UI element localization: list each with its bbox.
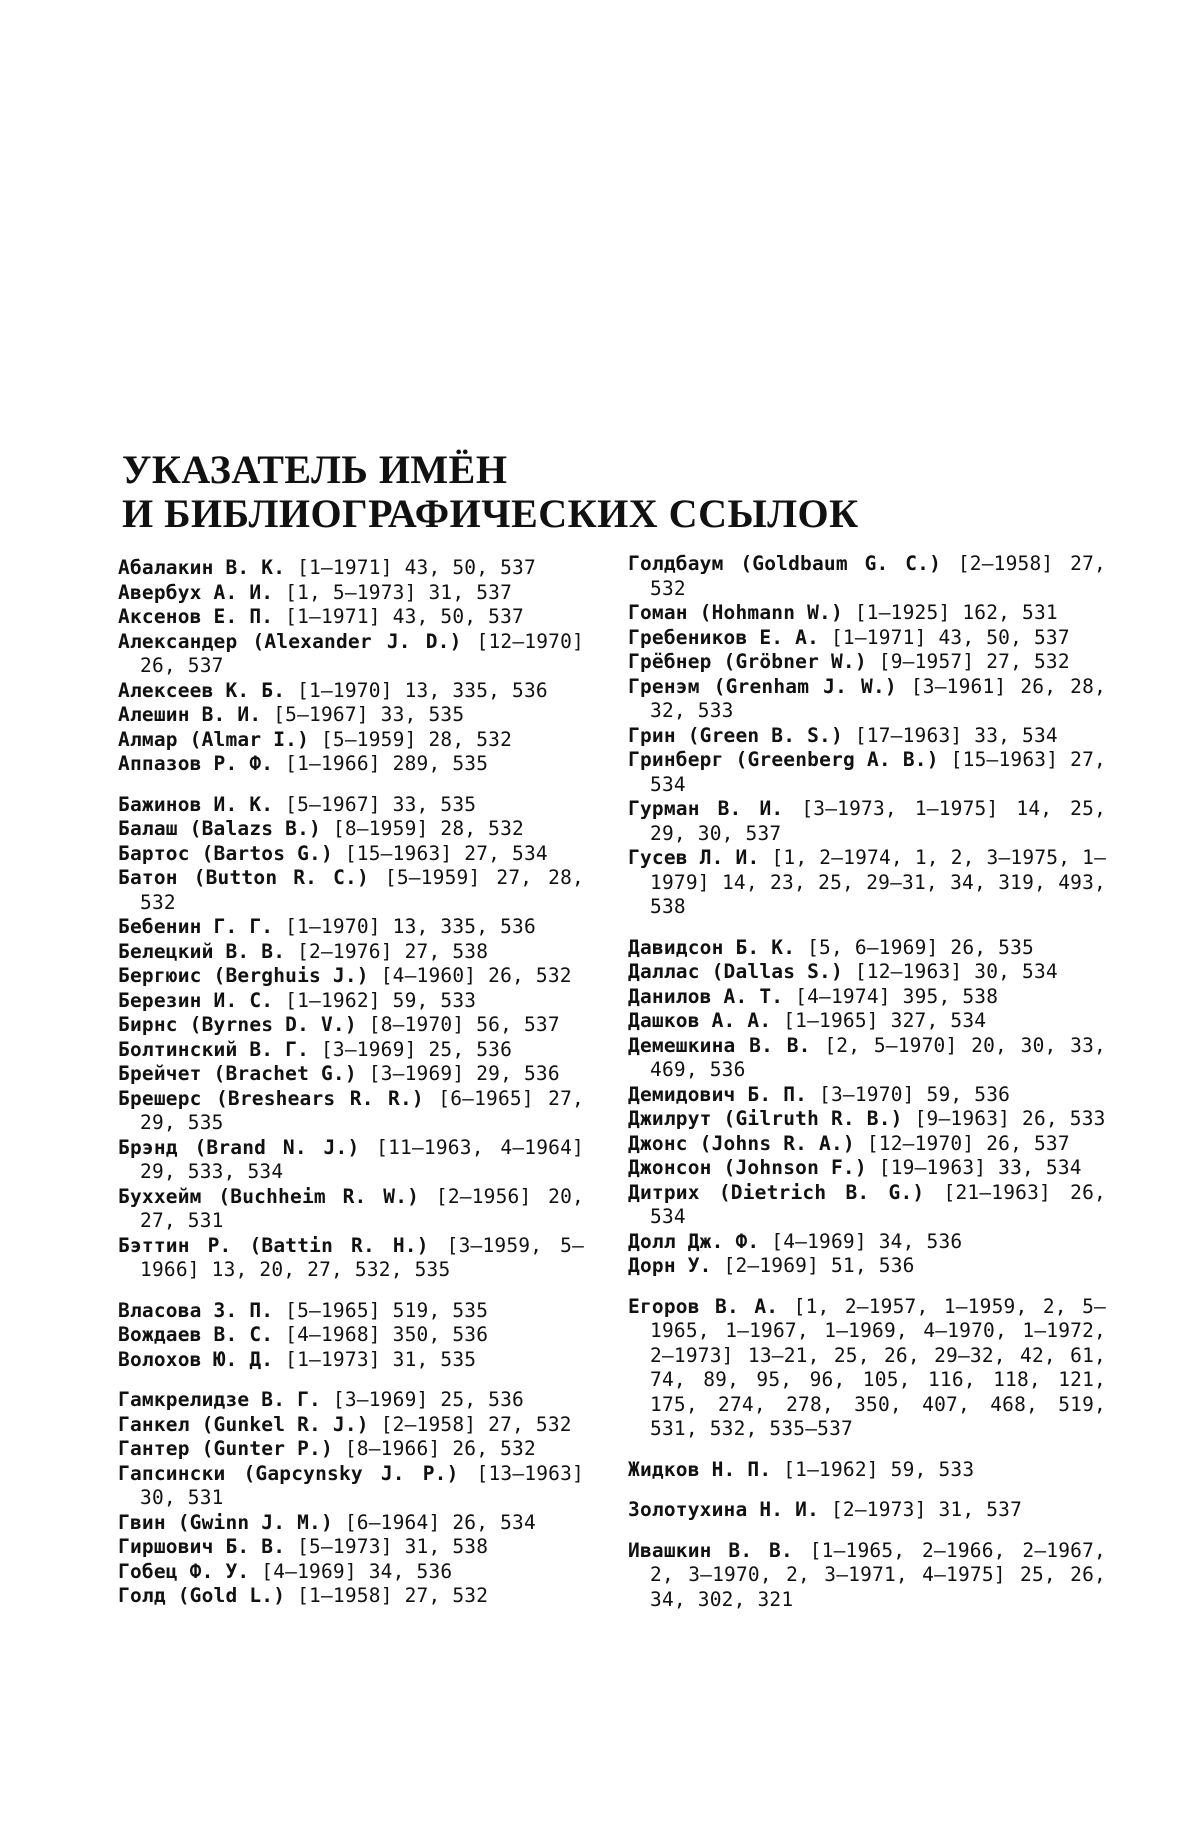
title-line-2: И БИБЛИОГРАФИЧЕСКИХ ССЫЛОК — [122, 491, 859, 536]
index-entry — [628, 936, 1106, 961]
entry-references: [2—1969] 51, 536 — [711, 1254, 915, 1277]
entry-references: [5, 6—1969] 26, 535 — [795, 935, 1034, 959]
index-entry — [118, 1437, 584, 1462]
entry-name: Долл Дж. Ф. — [628, 1229, 760, 1253]
right-column — [628, 552, 1106, 1628]
index-entry — [118, 1560, 584, 1585]
entry-name: Абалакин В. К. — [118, 556, 286, 579]
entry-references: [21—1963] 26, 534 — [650, 1180, 1106, 1228]
entry-name: Гребеников Е. А. — [628, 625, 820, 649]
entry-name: Егоров В. А. — [628, 1294, 779, 1318]
index-entry — [118, 1511, 584, 1536]
entry-name: Жидков Н. П. — [628, 1457, 772, 1481]
index-letter-group — [628, 1498, 1106, 1523]
entry-references: [3—1961] 26, 28, 32, 533 — [650, 674, 1107, 722]
entry-name: Гренэм (Grenham J. W.) — [628, 674, 897, 698]
entry-name: Белецкий В. В. — [118, 939, 286, 963]
index-entry — [118, 752, 584, 777]
index-letter-group — [118, 793, 584, 1283]
entry-references: [1, 2—1957, 1—1959, 2, 5—1965, 1—1967, 1—1969, 4—1970, 1—1972, 2—1973] 13—21, 25, 26, 29—32, 42, 61, 74, 89, 95, 96, 105, 116, 118, 121, 175, 274, 278, 350, 407, 468, 519, 531, 532, 535—537 — [650, 1294, 1106, 1440]
entry-name: Власова З. П. — [118, 1298, 274, 1322]
entry-references: [5—1967] 33, 535 — [273, 792, 477, 816]
index-entry — [118, 1038, 584, 1063]
entry-name: Джилрут (Gilruth R. B.) — [628, 1107, 903, 1130]
entry-references: [5—1967] 33, 535 — [261, 703, 465, 726]
index-entry — [628, 601, 1106, 626]
entry-name: Гринберг (Greenberg A. B.) — [628, 748, 939, 771]
entry-references: [5—1959] 28, 532 — [309, 727, 513, 751]
entry-references: [2—1958] 27, 532 — [650, 552, 1106, 600]
entry-name: Гвин (Gwinn J. M.) — [118, 1510, 333, 1534]
index-entry — [628, 1009, 1106, 1034]
entry-references: [1—1958] 27, 532 — [285, 1584, 489, 1607]
entry-references: [17—1963] 33, 534 — [842, 723, 1058, 747]
entry-references: [1—1971] 43, 50, 537 — [273, 605, 524, 628]
entry-references: [12—1970] 26, 537 — [854, 1131, 1070, 1155]
entry-references: [1, 5—1973] 31, 537 — [273, 580, 513, 604]
index-entry — [628, 650, 1106, 675]
entry-references: [1—1925] 162, 531 — [842, 601, 1058, 624]
entry-name: Брешерс (Breshears R. R.) — [118, 1086, 424, 1110]
entry-name: Алмар (Almar I.) — [118, 727, 310, 751]
entry-name: Аппазов Р. Ф. — [118, 752, 274, 775]
index-entry — [118, 630, 584, 679]
index-entry — [628, 1254, 1106, 1279]
entry-name: Гоман (Hohmann W.) — [628, 601, 843, 624]
entry-references: [2—1976] 27, 538 — [285, 939, 489, 963]
entry-references: [8—1959] 28, 532 — [320, 817, 524, 840]
entry-references: [1—1970] 13, 335, 536 — [273, 915, 536, 938]
entry-references: [2, 5—1970] 20, 30, 33, 469, 536 — [650, 1033, 1106, 1081]
entry-references: [8—1970] 56, 537 — [356, 1013, 560, 1036]
entry-name: Бирнс (Byrnes D. V.) — [118, 1013, 357, 1036]
index-entry — [628, 960, 1106, 985]
index-entry — [628, 1498, 1106, 1523]
entry-references: [3—1969] 25, 536 — [320, 1388, 524, 1411]
entry-references: [1—1965, 2—1966, 2—1967, 2, 3—1970, 2, 3—1971, 4—1975] 25, 26, 34, 302, 321 — [650, 1538, 1106, 1611]
index-entry — [628, 1458, 1106, 1483]
index-entry — [628, 724, 1106, 749]
entry-name: Дитрих (Dietrich B. G.) — [628, 1180, 925, 1204]
entry-name: Грёбнер (Gröbner W.) — [628, 650, 867, 673]
entry-name: Брейчет (Brachet G.) — [118, 1062, 357, 1085]
entry-name: Голдбаум (Goldbaum G. C.) — [628, 552, 942, 575]
entry-references: [3—1973, 1—1975] 14, 25, 29, 30, 537 — [650, 797, 1107, 845]
index-entry — [118, 1348, 584, 1373]
index-letter-group — [118, 1299, 584, 1373]
entry-name: Волохов Ю. Д. — [118, 1347, 274, 1371]
entry-name: Балаш (Balazs B.) — [118, 817, 321, 840]
entry-name: Бергюис (Berghuis J.) — [118, 964, 369, 987]
index-entry — [118, 1299, 584, 1324]
index-entry — [118, 1413, 584, 1438]
entry-name: Гусев Л. И. — [628, 846, 760, 869]
entry-references: [9—1957] 27, 532 — [866, 650, 1070, 673]
entry-references: [1—1962] 59, 533 — [771, 1457, 975, 1481]
entry-references: [4—1969] 34, 536 — [249, 1559, 453, 1583]
entry-name: Батон (Button R. C.) — [118, 866, 369, 889]
index-entry — [628, 846, 1106, 920]
index-letter-group — [628, 1295, 1106, 1442]
entry-references: [5—1965] 519, 535 — [273, 1298, 489, 1322]
index-entry — [118, 817, 584, 842]
entry-references: [1—1973] 31, 535 — [273, 1347, 477, 1371]
entry-name: Демешкина В. В. — [628, 1033, 811, 1057]
index-entry — [118, 581, 584, 606]
entry-references: [1—1966] 289, 535 — [273, 752, 489, 775]
entry-references: [4—1974] 395, 538 — [783, 984, 999, 1008]
entry-name: Грин (Green B. S.) — [628, 723, 843, 747]
entry-name: Вождаев В. С. — [118, 1323, 274, 1346]
entry-references: [3—1969] 25, 536 — [309, 1037, 513, 1061]
entry-name: Джонсон (Johnson F.) — [628, 1156, 867, 1179]
entry-name: Демидович Б. П. — [628, 1082, 808, 1106]
index-entry — [628, 675, 1106, 724]
index-entry — [628, 797, 1106, 846]
entry-name: Бебенин Г. Г. — [118, 915, 274, 938]
index-entry — [118, 703, 584, 728]
index-entry — [118, 1062, 584, 1087]
index-entry — [628, 1539, 1106, 1613]
entry-references: [4—1969] 34, 536 — [759, 1229, 963, 1253]
entry-references: [12—1963] 30, 534 — [842, 960, 1058, 983]
entry-references: [4—1968] 350, 536 — [273, 1323, 489, 1346]
index-title — [122, 448, 882, 536]
entry-name: Бартос (Bartos G.) — [118, 841, 333, 865]
entry-references: [1—1971] 43, 50, 537 — [819, 625, 1070, 649]
index-entry — [118, 1185, 584, 1234]
entry-name: Буххейм (Buchheim R. W.) — [118, 1184, 420, 1208]
index-entry — [628, 626, 1106, 651]
entry-name: Авербух А. И. — [118, 580, 274, 604]
index-entry — [118, 842, 584, 867]
index-entry — [118, 964, 584, 989]
entry-references: [8—1966] 26, 532 — [332, 1437, 536, 1460]
index-entry — [118, 1388, 584, 1413]
index-entry — [628, 1083, 1106, 1108]
entry-name: Голд (Gold L.) — [118, 1584, 286, 1607]
entry-name: Брэнд (Brand N. J.) — [118, 1135, 360, 1159]
index-entry — [118, 605, 584, 630]
index-entry — [118, 989, 584, 1014]
entry-references: [9—1963] 26, 533 — [902, 1107, 1106, 1130]
index-entry — [628, 1181, 1106, 1230]
entry-name: Гантер (Gunter P.) — [118, 1437, 333, 1460]
index-letter-group — [628, 552, 1106, 920]
entry-references: [3—1969] 29, 536 — [356, 1062, 560, 1085]
entry-name: Аксенов Е. П. — [118, 605, 274, 628]
index-entry — [118, 1013, 584, 1038]
entry-name: Даллас (Dallas S.) — [628, 960, 843, 983]
entry-references: [19—1963] 33, 534 — [866, 1156, 1082, 1179]
entry-references: [2—1956] 20, 27, 531 — [140, 1184, 584, 1232]
index-letter-group — [118, 556, 584, 777]
index-entry — [118, 1584, 584, 1609]
entry-name: Ганкел (Gunkel R. J.) — [118, 1412, 369, 1436]
entry-name: Бажинов И. К. — [118, 792, 274, 816]
entry-name: Гурман В. И. — [628, 797, 784, 820]
entry-references: [1—1971] 43, 50, 537 — [285, 556, 536, 579]
entry-name: Гиршович Б. В. — [118, 1535, 286, 1558]
index-entry — [628, 748, 1106, 797]
entry-name: Алексеев К. Б. — [118, 678, 286, 702]
entry-name: Алешин В. И. — [118, 703, 262, 726]
index-entry — [628, 1230, 1106, 1255]
index-entry — [118, 866, 584, 915]
entry-references: [13—1963] 30, 531 — [140, 1461, 584, 1509]
entry-name: Александер (Alexander J. D.) — [118, 629, 462, 653]
entry-name: Дашков А. А. — [628, 1009, 772, 1032]
entry-references: [1—1965] 327, 534 — [771, 1009, 987, 1032]
entry-name: Болтинский В. Г. — [118, 1037, 310, 1061]
index-entry — [118, 1087, 584, 1136]
index-entry — [118, 793, 584, 818]
index-entry — [628, 1295, 1106, 1442]
index-letter-group — [628, 1458, 1106, 1483]
index-entry — [628, 985, 1106, 1010]
entry-references: [2—1958] 27, 532 — [368, 1412, 572, 1436]
entry-references: [3—1970] 59, 536 — [807, 1082, 1011, 1106]
entry-references: [3—1959, 5—1966] 13, 20, 27, 532, 535 — [140, 1233, 585, 1281]
entry-references: [1, 2—1974, 1, 2, 3—1975, 1—1979] 14, 23, 25, 29—31, 34, 319, 493, 538 — [650, 846, 1107, 918]
entry-name: Березин И. С. — [118, 988, 274, 1012]
index-entry — [118, 556, 584, 581]
title-line-1: УКАЗАТЕЛЬ ИМЁН — [122, 447, 508, 492]
entry-name: Джонс (Johns R. A.) — [628, 1131, 855, 1155]
index-entry — [118, 1323, 584, 1348]
entry-name: Гамкрелидзе В. Г. — [118, 1388, 321, 1411]
entry-name: Гапсински (Gapcynsky J. P.) — [118, 1461, 459, 1485]
entry-references: [4—1960] 26, 532 — [368, 964, 572, 987]
entry-references: [12—1970] 26, 537 — [140, 629, 584, 677]
entry-references: [1—1962] 59, 533 — [273, 988, 477, 1012]
index-entry — [628, 552, 1106, 601]
index-entry — [628, 1156, 1106, 1181]
index-entry — [118, 728, 584, 753]
index-entry — [118, 940, 584, 965]
entry-references: [15—1963] 27, 534 — [650, 748, 1106, 796]
index-entry — [118, 1462, 584, 1511]
index-letter-group — [628, 936, 1106, 1279]
index-entry — [628, 1107, 1106, 1132]
index-entry — [628, 1034, 1106, 1083]
entry-name: Золотухина Н. И. — [628, 1498, 820, 1521]
entry-name: Бэттин Р. (Battin R. H.) — [118, 1233, 429, 1257]
entry-references: [15—1963] 27, 534 — [332, 841, 548, 865]
entry-name: Гобец Ф. У. — [118, 1559, 250, 1583]
entry-references: [5—1959] 27, 28, 532 — [140, 866, 584, 914]
index-entry — [118, 915, 584, 940]
entry-references: [6—1965] 27, 29, 535 — [140, 1086, 584, 1134]
entry-references: [6—1964] 26, 534 — [332, 1510, 536, 1534]
entry-name: Данилов А. Т. — [628, 984, 784, 1008]
index-entry — [628, 1132, 1106, 1157]
index-entry — [118, 1234, 584, 1283]
index-letter-group — [118, 1388, 584, 1609]
entry-name: Дорн У. — [628, 1254, 712, 1277]
entry-references: [1—1970] 13, 335, 536 — [285, 678, 548, 702]
index-entry — [118, 679, 584, 704]
index-entry — [118, 1535, 584, 1560]
entry-references: [11—1963, 4—1964] 29, 533, 534 — [140, 1135, 584, 1183]
index-entry — [118, 1136, 584, 1185]
entry-name: Ивашкин В. В. — [628, 1538, 793, 1562]
left-column — [118, 556, 584, 1625]
entry-references: [2—1973] 31, 537 — [819, 1498, 1023, 1521]
index-letter-group — [628, 1539, 1106, 1613]
entry-references: [5—1973] 31, 538 — [285, 1535, 489, 1558]
entry-name: Давидсон Б. К. — [628, 935, 796, 959]
